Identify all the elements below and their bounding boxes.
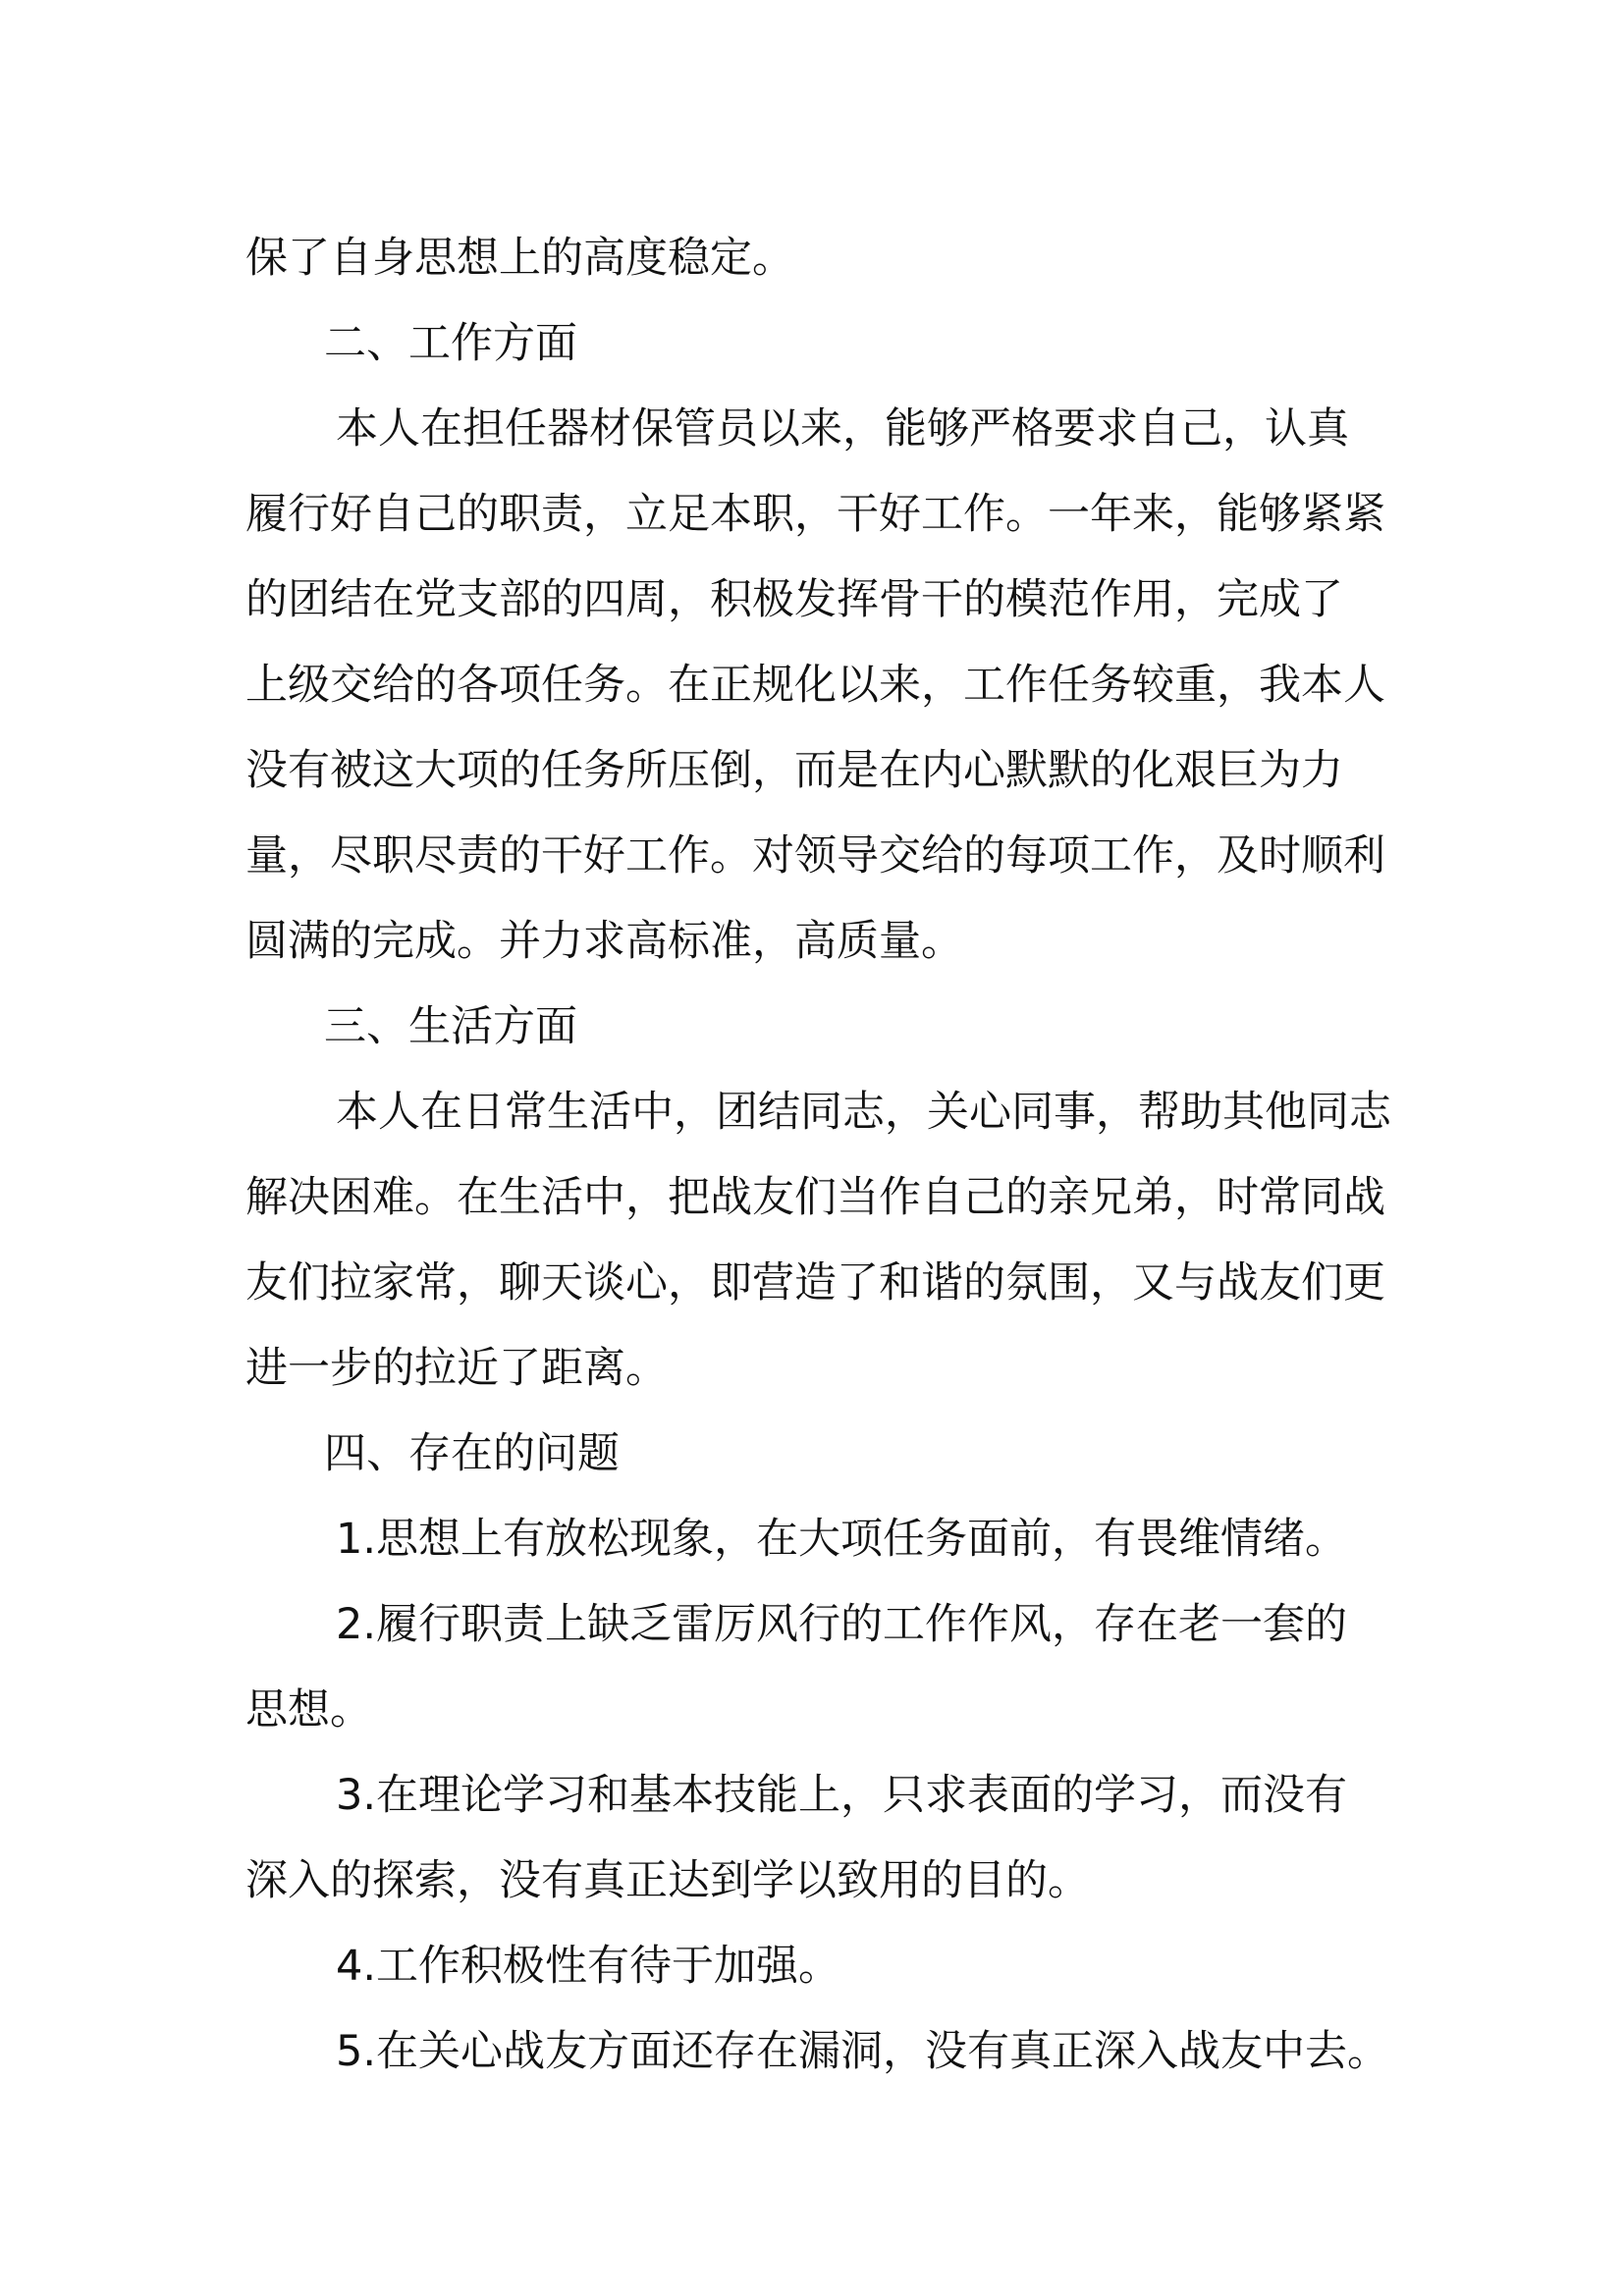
list-item-2: 2.履行职责上缺乏雷厉风行的工作作风，存在老一套的 [336, 1600, 1348, 1649]
text-line: 的团结在党支部的四周，积极发挥骨干的模范作用，完成了 [245, 575, 1343, 624]
list-item-4: 4.工作积极性有待于加强。 [336, 1942, 841, 1991]
text-line: 量，尽职尽责的干好工作。对领导交给的每项工作，及时顺利 [245, 831, 1385, 881]
list-item-5: 5.在关心战友方面还存在漏洞，没有真正深入战友中去。 [336, 2027, 1390, 2076]
text-line: 友们拉家常，聊天谈心，即营造了和谐的氛围，又与战友们更 [245, 1258, 1385, 1308]
text-line: 深入的探索，没有真正达到学以致用的目的。 [245, 1856, 1090, 1905]
section-heading-work: 二、工作方面 [324, 319, 577, 368]
section-heading-life: 三、生活方面 [324, 1002, 577, 1051]
list-item-1: 1.思想上有放松现象，在大项任务面前，有畏维情绪。 [336, 1515, 1348, 1564]
section-heading-problems: 四、存在的问题 [324, 1429, 620, 1478]
text-line: 思想。 [245, 1685, 372, 1735]
text-line: 没有被这大项的任务所压倒，而是在内心默默的化艰巨为力 [245, 746, 1343, 795]
text-line: 上级交给的各项任务。在正规化以来，工作任务较重，我本人 [245, 661, 1385, 710]
text-line: 解决困难。在生活中，把战友们当作自己的亲兄弟，时常同战 [245, 1173, 1385, 1222]
text-line: 本人在担任器材保管员以来，能够严格要求自己，认真 [336, 404, 1349, 454]
list-item-3: 3.在理论学习和基本技能上，只求表面的学习，而没有 [336, 1771, 1348, 1820]
text-line: 履行好自己的职责，立足本职，干好工作。一年来，能够紧紧 [245, 490, 1385, 539]
text-line: 保了自身思想上的高度稳定。 [245, 234, 794, 283]
document-body [245, 216, 1404, 2095]
text-line: 圆满的完成。并力求高标准，高质量。 [245, 917, 963, 966]
text-line: 进一步的拉近了距离。 [245, 1344, 668, 1393]
text-line: 本人在日常生活中，团结同志，关心同事，帮助其他同志 [336, 1088, 1391, 1137]
